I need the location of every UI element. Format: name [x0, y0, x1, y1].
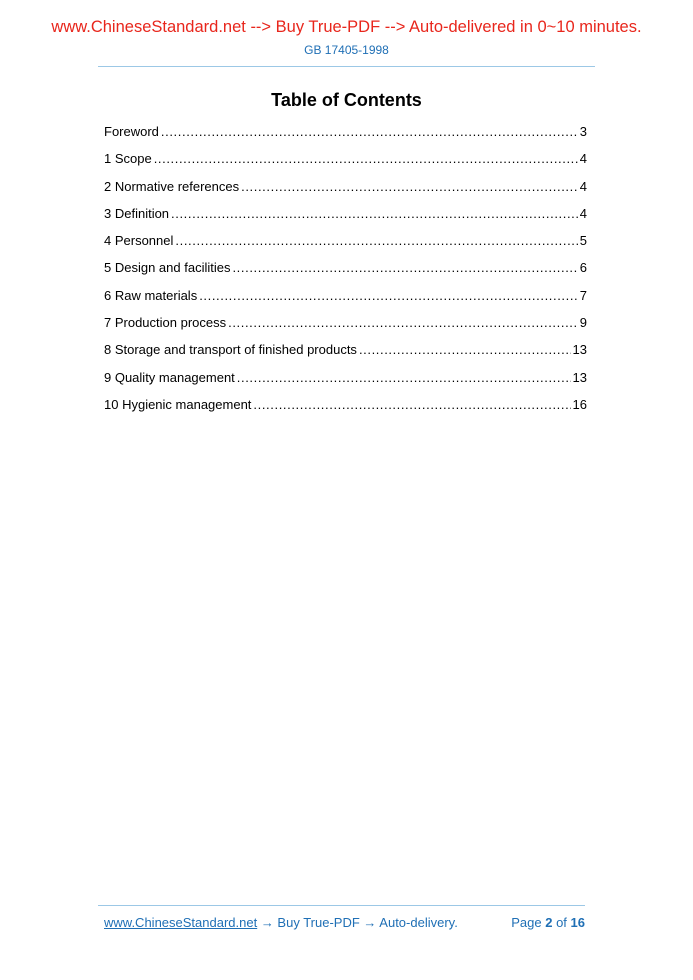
toc-entry[interactable]: [104, 124, 587, 151]
toc-entry-label: 10 Hygienic management: [104, 396, 252, 412]
toc-leader-dots: [237, 370, 571, 385]
toc-entry[interactable]: [104, 233, 587, 260]
toc-leader-dots: [241, 179, 578, 194]
toc-entry-label: 2 Normative references: [104, 178, 240, 194]
toc-entry-page: 3: [579, 124, 587, 139]
toc-entry[interactable]: [104, 315, 587, 342]
page-word: Page: [511, 915, 542, 930]
toc-leader-dots: [171, 206, 578, 221]
toc-entry[interactable]: [104, 370, 587, 397]
toc-entry-label: 4 Personnel: [104, 233, 174, 249]
toc-leader-dots: [232, 260, 577, 275]
footer-site-link[interactable]: www.ChineseStandard.net: [104, 915, 258, 930]
toc-entry-page: 9: [579, 315, 587, 331]
toc-entry-label: 9 Quality management: [104, 369, 235, 385]
toc-entry-page: 13: [572, 369, 587, 385]
toc-entry-page: 16: [572, 396, 587, 412]
toc-title: Table of Contents: [271, 90, 422, 110]
toc-entry-label: 6 Raw materials: [104, 287, 198, 303]
toc-entry-label: 3 Definition: [104, 205, 170, 221]
toc-leader-dots: [154, 151, 578, 166]
toc-entry-page: 5: [579, 233, 587, 249]
total-page-number: 16: [570, 915, 585, 930]
footer-divider: [98, 905, 585, 906]
toc-entry[interactable]: [104, 288, 587, 315]
toc-entry-page: 4: [579, 178, 587, 194]
toc-entry-label: 1 Scope: [104, 151, 152, 167]
page-footer: [104, 915, 585, 930]
toc-entry[interactable]: [104, 151, 587, 178]
toc-leader-dots: [175, 233, 577, 248]
toc-entry-page: 4: [579, 205, 587, 221]
toc-entry-label: 8 Storage and transport of finished products: [104, 342, 357, 358]
toc-entry-label: 7 Production process: [104, 315, 227, 331]
footer-promo: [104, 915, 458, 930]
of-word: of: [556, 915, 567, 930]
toc-entry-page: 4: [579, 151, 587, 167]
toc-entry-label: 5 Design and facilities: [104, 260, 231, 276]
toc-list: [104, 124, 587, 424]
toc-leader-dots: [228, 315, 578, 330]
toc-leader-dots: [199, 288, 578, 303]
toc-entry[interactable]: [104, 397, 587, 424]
toc-leader-dots: [359, 342, 571, 357]
toc-entry[interactable]: [104, 342, 587, 369]
toc-leader-dots: [161, 124, 578, 139]
toc-leader-dots: [253, 397, 570, 412]
toc-entry[interactable]: [104, 206, 587, 233]
toc-entry-label: Foreword: [104, 124, 159, 139]
top-banner[interactable]: www.ChineseStandard.net --> Buy True-PDF --> Auto-delivered in 0~10 minutes.: [51, 18, 642, 36]
toc-entry-page: 6: [579, 260, 587, 276]
toc-entry[interactable]: [104, 179, 587, 206]
page-indicator: [511, 915, 585, 930]
toc-entry[interactable]: [104, 260, 587, 287]
footer-tagline: → Buy True-PDF → Auto-delivery.: [257, 915, 458, 930]
current-page-number: 2: [545, 915, 553, 930]
toc-entry-page: 13: [572, 342, 587, 358]
toc-entry-page: 7: [579, 287, 587, 303]
header-divider: [98, 66, 595, 67]
standard-code: GB 17405-1998: [304, 43, 389, 57]
